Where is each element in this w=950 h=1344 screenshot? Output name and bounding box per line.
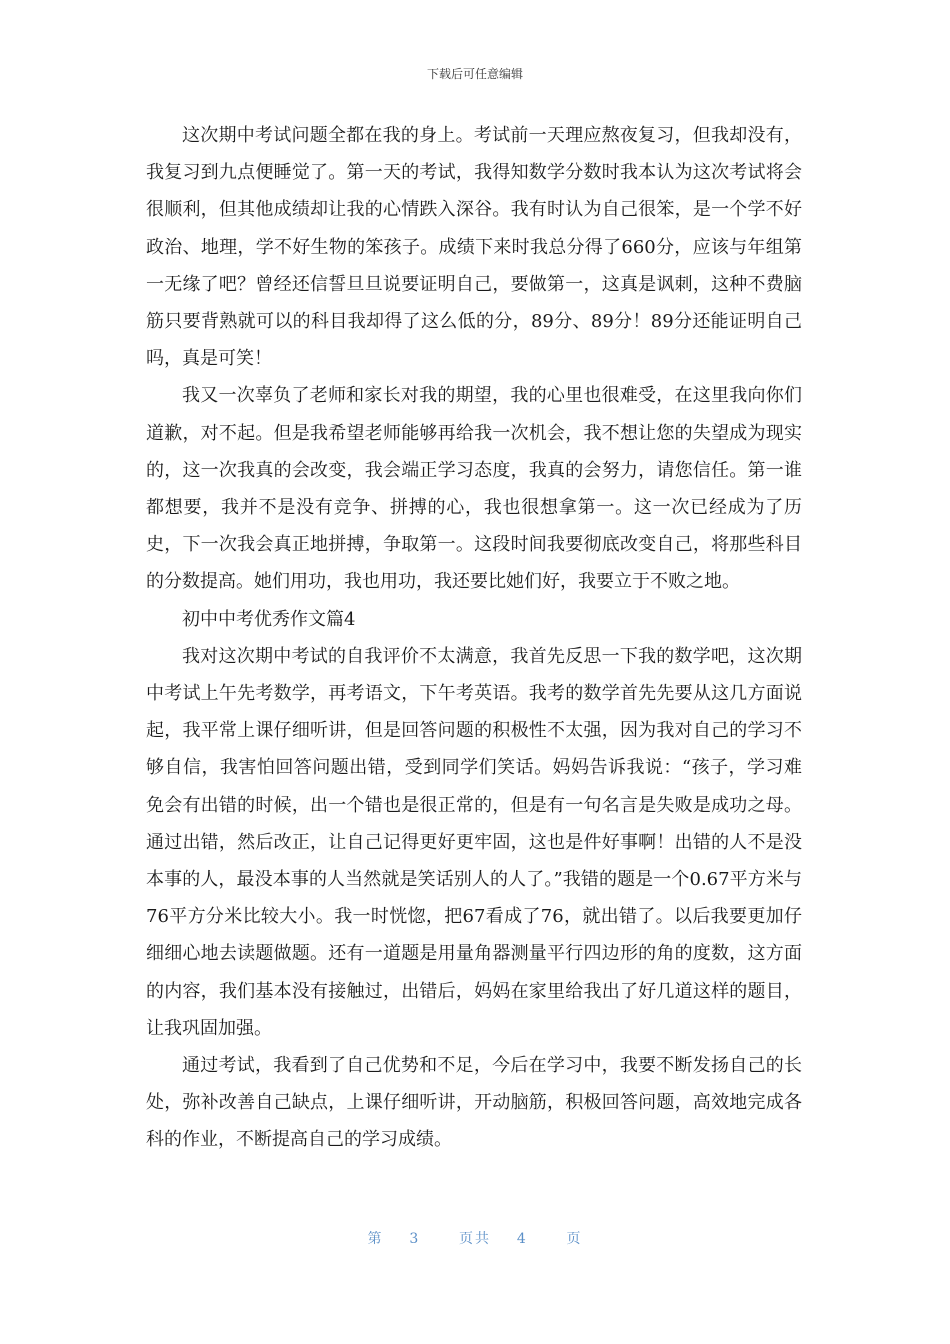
footer-prefix: 第: [367, 1231, 384, 1247]
footer-middle: 页共: [459, 1231, 491, 1247]
footer-suffix: 页: [566, 1231, 583, 1247]
page-footer: [0, 1230, 950, 1248]
section-title: 初中中考优秀作文篇4: [182, 608, 356, 630]
footer-total-pages: 4: [516, 1231, 528, 1247]
footer-current-page: 3: [409, 1231, 421, 1247]
body-paragraph: 我对这次期中考试的自我评价不太满意，我首先反思一下我的数学吧，这次期中考试上午先考数学，再考语文，下午考英语。我考的数学首先先要从这几方面说起，我平常上课仔细听讲，但是回答问题的积极性不太强，因为我对自己的学习不够自信，我害怕回答问题出错，受到同学们笑话。妈妈告诉我说：“孩子，学习难免会有出错的时候，出一个错也是很正常的，但是有一句名言是失败是成功之母。通过出错，然后改正，让自己记得更好更牢固，这也是件好事啊！出错的人不是没本事的人，最没本事的人当然就是笑话别人的人了。”我错的题是一个0.67平方米与76平方分米比较大小。我一时恍惚，把67看成了76，就出错了。以后我要更加仔细细心地去读题做题。还有一道题是用量角器测量平行四边形的角的度数，这方面的内容，我们基本没有接触过，出错后，妈妈在家里给我出了好几道这样的题目，让我巩固加强。: [146, 645, 802, 1039]
document-body: [146, 117, 802, 1159]
page-header: [0, 66, 950, 82]
body-paragraph: 这次期中考试问题全都在我的身上。考试前一天理应熬夜复习，但我却没有，我复习到九点便睡觉了。第一天的考试，我得知数学分数时我本认为这次考试将会很顺利，但其他成绩却让我的心情跌入深谷。我有时认为自己很笨，是一个学不好政治、地理，学不好生物的笨孩子。成绩下来时我总分得了660分，应该与年组第一无缘了吧？曾经还信誓旦旦说要证明自己，要做第一，这真是讽刺，这种不费脑筋只要背熟就可以的科目我却得了这么低的分，89分、89分！89分还能证明自己吗，真是可笑！: [146, 125, 802, 370]
header-text: 下载后可任意编辑: [426, 67, 523, 81]
body-paragraph: 我又一次辜负了老师和家长对我的期望，我的心里也很难受，在这里我向你们道歉，对不起。但是我希望老师能够再给我一次机会，我不想让您的失望成为现实的，这一次我真的会改变，我会端正学习态度，我真的会努力，请您信任。第一谁都想要，我并不是没有竞争、拼搏的心，我也很想拿第一。这一次已经成为了历史，下一次我会真正地拼搏，争取第一。这段时间我要彻底改变自己，将那些科目的分数提高。她们用功，我也用功，我还要比她们好，我要立于不败之地。: [146, 385, 802, 593]
body-paragraph: 通过考试，我看到了自己优势和不足，今后在学习中，我要不断发扬自己的长处，弥补改善自己缺点，上课仔细听讲，开动脑筋，积极回答问题，高效地完成各科的作业，不断提高自己的学习成绩。: [146, 1055, 802, 1151]
